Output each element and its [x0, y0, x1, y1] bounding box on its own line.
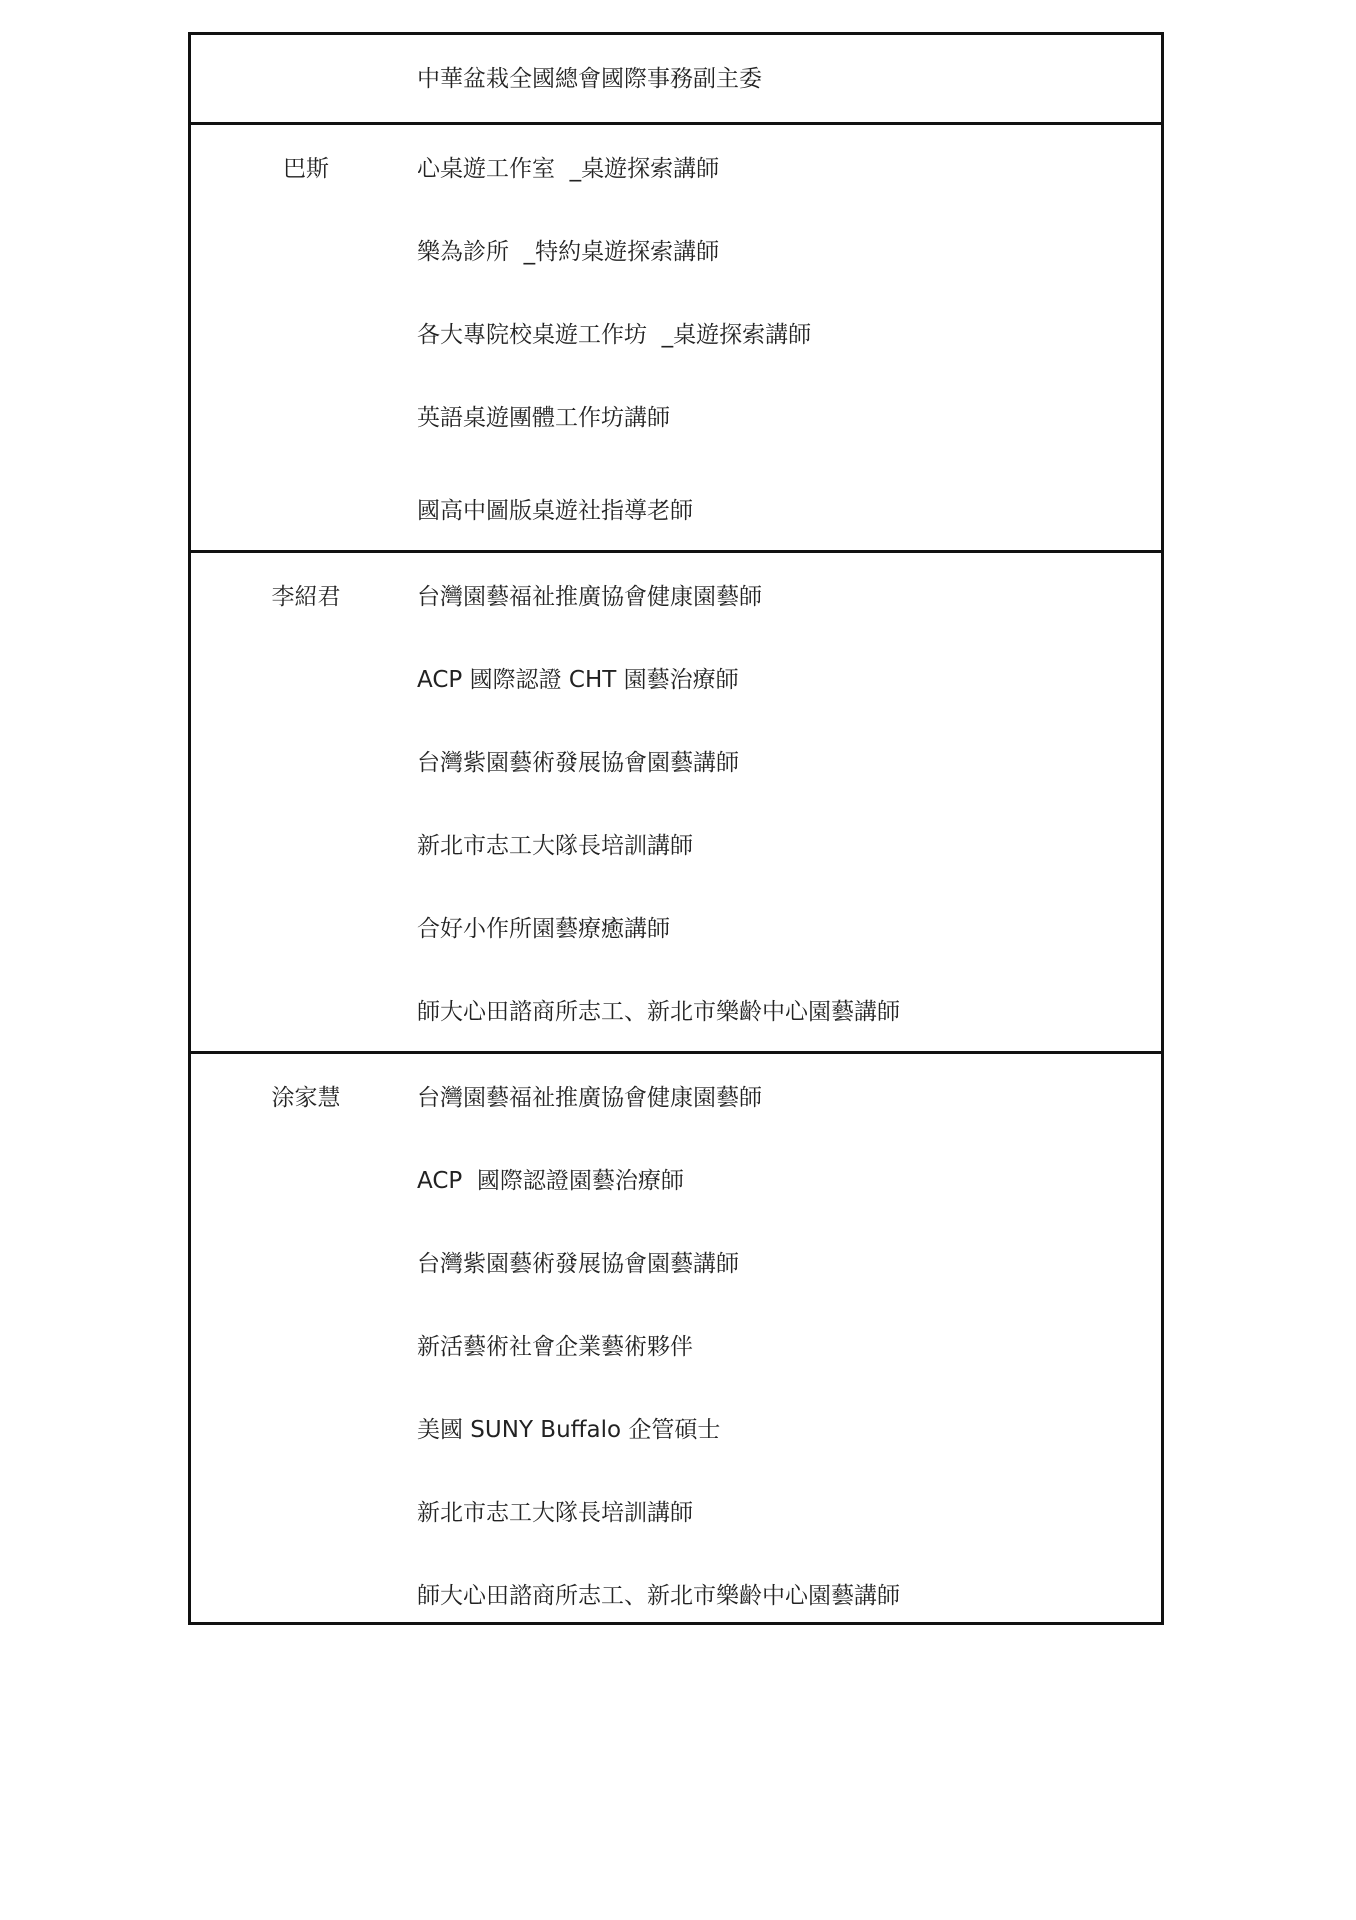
person-name: 巴斯 [283, 156, 329, 182]
entry-line: 英語桌遊團體工作坊講師 [417, 405, 670, 431]
instructor-roster-table [188, 32, 1164, 1625]
roster-section-tu-jiahui [191, 1051, 1161, 1622]
entry-line: 新北市志工大隊長培訓講師 [417, 1500, 693, 1526]
roster-section-bas [191, 122, 1161, 550]
entry-line: ACP 國際認證園藝治療師 [417, 1168, 684, 1194]
person-name: 涂家慧 [271, 1085, 341, 1111]
entry-line: 師大心田諮商所志工、新北市樂齡中心園藝講師 [417, 999, 900, 1025]
person-name: 李紹君 [271, 584, 341, 610]
entry-line: 台灣園藝福祉推廣協會健康園藝師 [417, 1085, 762, 1111]
entry-line: 新北市志工大隊長培訓講師 [417, 833, 693, 859]
roster-section-continuation [191, 35, 1161, 122]
entry-line: 各大專院校桌遊工作坊 _桌遊探索講師 [417, 322, 812, 348]
roster-section-li-shaojun [191, 550, 1161, 1051]
entry-line: 中華盆栽全國總會國際事務副主委 [417, 66, 762, 92]
entry-line: 合好小作所園藝療癒講師 [417, 916, 670, 942]
entry-line: 樂為診所 _特約桌遊探索講師 [417, 239, 720, 265]
entry-line: 台灣園藝福祉推廣協會健康園藝師 [417, 584, 762, 610]
entry-line: 師大心田諮商所志工、新北市樂齡中心園藝講師 [417, 1583, 900, 1609]
entry-line: 國高中圖版桌遊社指導老師 [417, 498, 693, 524]
entry-line: 台灣紫園藝術發展協會園藝講師 [417, 1251, 739, 1277]
entry-line: ACP 國際認證 CHT 園藝治療師 [417, 667, 739, 693]
entry-line: 新活藝術社會企業藝術夥伴 [417, 1334, 693, 1360]
entry-line: 美國 SUNY Buffalo 企管碩士 [417, 1417, 721, 1443]
entry-line: 心桌遊工作室 _桌遊探索講師 [417, 156, 720, 182]
entry-line: 台灣紫園藝術發展協會園藝講師 [417, 750, 739, 776]
